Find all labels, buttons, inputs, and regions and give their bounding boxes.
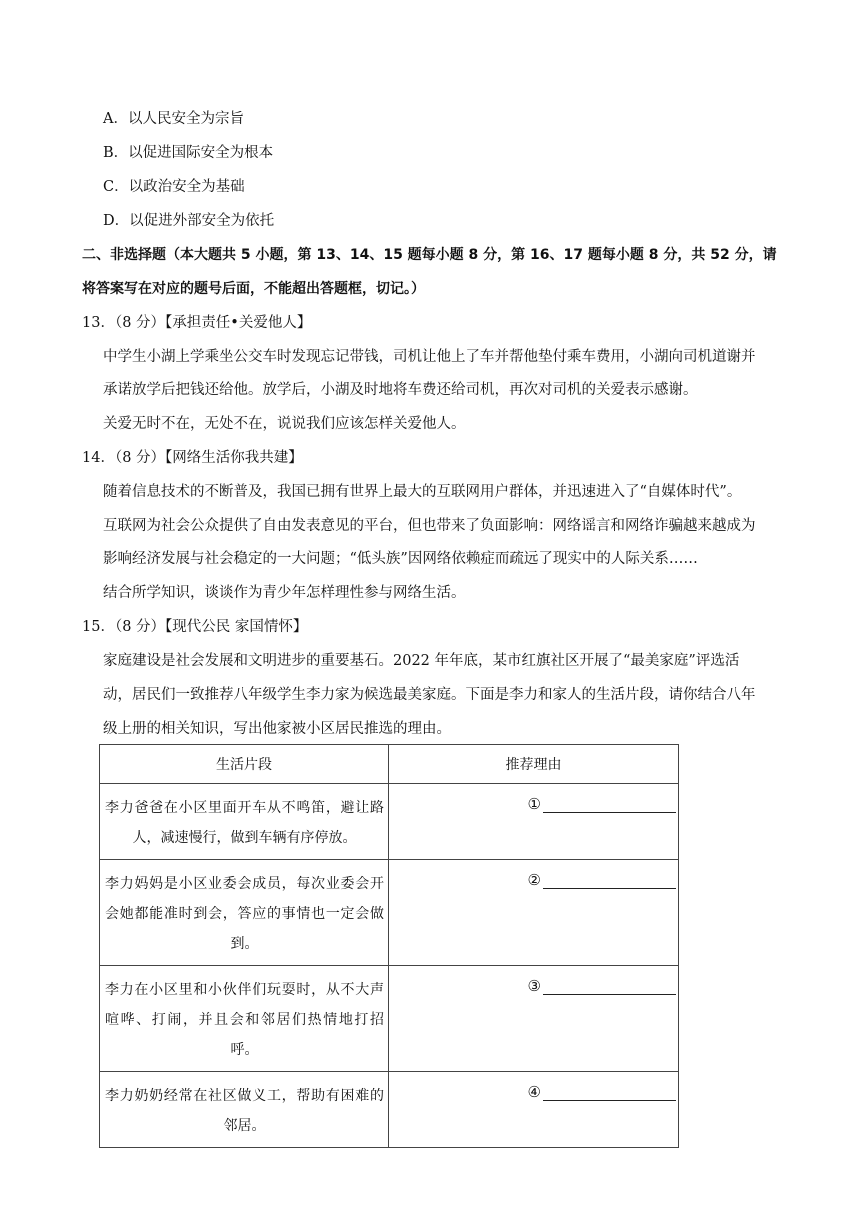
answer-blank-2[interactable]	[389, 860, 678, 889]
answer-number: ④	[527, 1083, 541, 1101]
q15-paragraph-2: 动，居民们一致推荐八年级学生李力家为候选最美家庭。下面是李力和家人的生活片段，请你结合八年	[103, 687, 756, 703]
table-row	[100, 966, 679, 1072]
answer-blank-3[interactable]	[389, 966, 678, 995]
answer-number: ②	[527, 871, 541, 889]
q13-prompt: 关爱无时不在，无处不在，说说我们应该怎样关爱他人。	[103, 416, 466, 432]
q13-paragraph-2: 承诺放学后把钱还给他。放学后，小湖及时地将车费还给司机，再次对司机的关爱表示感谢。	[103, 382, 698, 398]
family-table	[99, 744, 679, 1148]
life-clip-text: 李力奶奶经常在社区做义工，帮助有困难的邻居。	[105, 1088, 384, 1134]
q14-heading: 14．（8 分）【网络生活你我共建】	[82, 450, 303, 466]
q14-paragraph-2: 互联网为社会公众提供了自由发表意见的平台，但也带来了负面影响：网络谣言和网络诈骗越来越成为	[103, 518, 756, 534]
section-heading-line1: 二、非选择题（本大题共 5 小题，第 13、14、15 题每小题 8 分，第 16、17 题每小题 8 分，共 52 分，请	[82, 247, 777, 263]
answer-number: ①	[527, 795, 541, 813]
option-c: C．以政治安全为基础	[103, 179, 245, 195]
q15-paragraph-3: 级上册的相关知识，写出他家被小区居民推选的理由。	[103, 721, 451, 737]
table-header-row	[100, 745, 679, 784]
section-heading-line2: 将答案写在对应的题号后面，不能超出答题框，切记。）	[82, 281, 425, 297]
life-clip-text: 李力在小区里和小伙伴们玩耍时，从不大声喧哗、打闹，并且会和邻居们热情地打招呼。	[105, 982, 384, 1058]
option-d: D．以促进外部安全为依托	[103, 213, 275, 229]
table-row	[100, 1072, 679, 1148]
q13-paragraph-1: 中学生小湖上学乘坐公交车时发现忘记带钱，司机让他上了车并帮他垫付乘车费用，小湖向司机道谢并	[103, 349, 756, 365]
q14-prompt: 结合所学知识，谈谈作为青少年怎样理性参与网络生活。	[103, 585, 466, 601]
answer-line[interactable]	[543, 871, 676, 889]
answer-number: ③	[527, 977, 541, 995]
answer-line[interactable]	[543, 977, 676, 995]
q15-heading: 15．（8 分）【现代公民 家国情怀】	[82, 619, 308, 635]
table-row	[100, 784, 679, 860]
q15-paragraph-1: 家庭建设是社会发展和文明进步的重要基石。2022 年年底，某市红旗社区开展了“最美家庭”评选活	[103, 653, 740, 669]
answer-blank-4[interactable]	[389, 1072, 678, 1101]
option-b: B．以促进国际安全为根本	[103, 145, 274, 161]
header-reason: 推荐理由	[389, 745, 679, 784]
q13-heading: 13．（8 分）【承担责任•关爱他人】	[82, 315, 312, 331]
answer-line[interactable]	[543, 1083, 676, 1101]
option-a: A．以人民安全为宗旨	[103, 111, 244, 127]
life-clip-text: 李力妈妈是小区业委会成员，每次业委会开会她都能准时到会，答应的事情也一定会做到。	[105, 876, 384, 952]
q14-paragraph-1: 随着信息技术的不断普及，我国已拥有世界上最大的互联网用户群体，并迅速进入了“自媒体时代”。	[103, 484, 742, 500]
header-life-clip: 生活片段	[100, 745, 389, 784]
answer-line[interactable]	[543, 795, 676, 813]
answer-blank-1[interactable]	[389, 784, 678, 813]
q14-paragraph-3: 影响经济发展与社会稳定的一大问题；“低头族”因网络依赖症而疏远了现实中的人际关系……	[103, 551, 698, 567]
table-row	[100, 860, 679, 966]
life-clip-text: 李力爸爸在小区里面开车从不鸣笛，避让路人，减速慢行，做到车辆有序停放。	[105, 800, 384, 846]
